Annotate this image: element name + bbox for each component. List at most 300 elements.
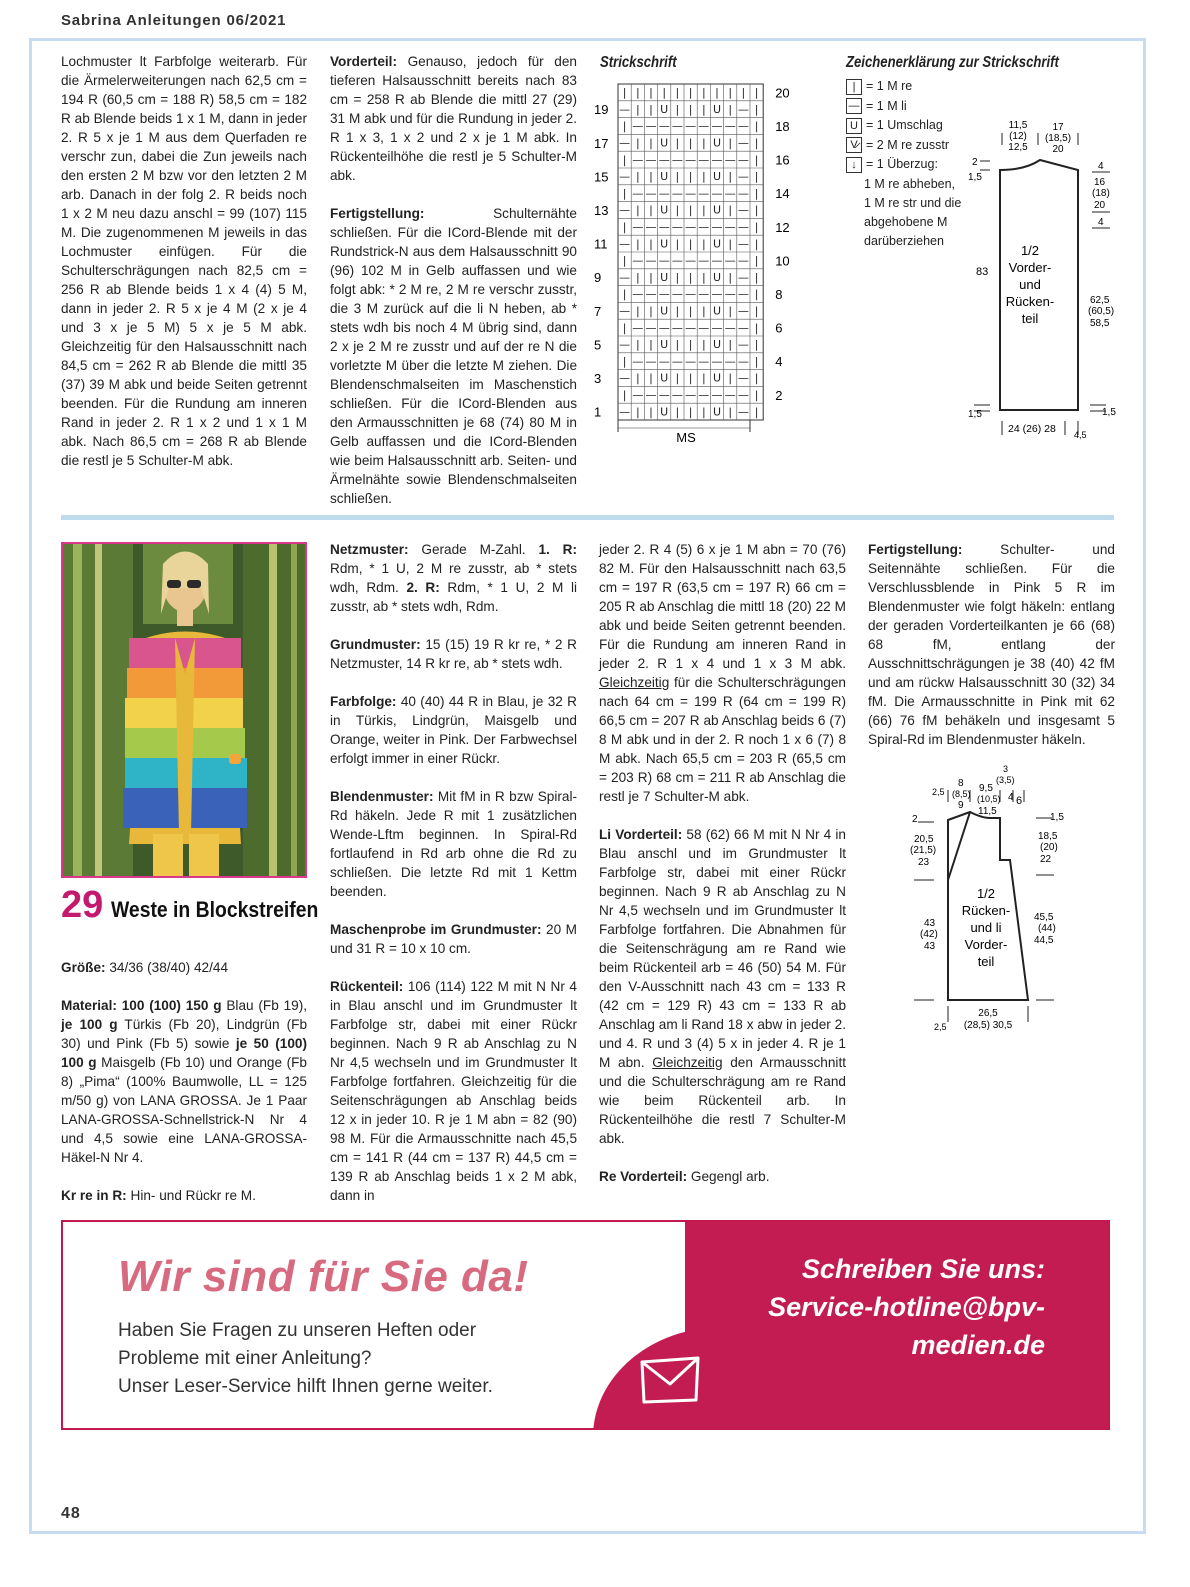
- chart-cell-symbol: —: [737, 237, 749, 251]
- s2-left-2: 2: [912, 814, 918, 825]
- chart-cell-symbol: —: [698, 153, 710, 167]
- chart-cell-symbol: —: [737, 270, 749, 284]
- chart-cell-symbol: |: [649, 371, 653, 385]
- groesse-label: Größe:: [61, 960, 106, 975]
- chart-cell-symbol: U: [660, 136, 669, 150]
- chart-cell-symbol: —: [645, 254, 657, 268]
- rueck-text: 106 (114) 122 M mit N Nr 4 in Blau anschl und im Grundmuster lt Farbfolge str, dabei mit einer Rückr beginnen. Nach 9 R ab Anschlag zu N Nr 4,5 wechseln und im Grundmuster lt Farbfolge fortfahren. Gleichzeitig für die Seitenschrägungen ab Anschlag beids 12 x in jeder 10. R je 1 M abn = 82 (90) 98 M. Für die Armausschnitte nach 45,5 cm = 141 R (44 cm = 137 R) 44,5 cm = 139 R ab Anschlag beids 1 x 2 M abk, dann in: [330, 979, 577, 1203]
- s2-top-25: 2,5: [932, 787, 945, 797]
- material-label: Material: 100 (100) 150 g: [61, 998, 222, 1013]
- banner-cta: [645, 1250, 1045, 1364]
- knitting-chart: [590, 76, 810, 456]
- chart-row-number-right: 18: [775, 119, 790, 135]
- banner-line-1: Haben Sie Fragen zu unseren Heften oder: [118, 1320, 477, 1341]
- schematic-front-back: [960, 115, 1160, 455]
- chart-cell-symbol: —: [698, 186, 710, 200]
- chart-cell-symbol: |: [622, 254, 627, 268]
- chart-cell-symbol: |: [701, 102, 706, 116]
- chart-cell-symbol: |: [754, 388, 759, 402]
- chart-cell-symbol: —: [671, 388, 683, 402]
- chart-cell-symbol: |: [688, 102, 693, 116]
- chart-cell-symbol: |: [688, 304, 693, 318]
- chart-cell-symbol: —: [737, 254, 749, 268]
- chart-cell-symbol: U: [660, 203, 669, 217]
- s1-top-a-1: 11,5: [1008, 120, 1028, 131]
- chart-cell-symbol: U: [712, 304, 722, 318]
- chart-cell-symbol: |: [728, 304, 733, 318]
- groesse-text: 34/36 (38/40) 42/44: [105, 960, 228, 975]
- chart-cell-symbol: —: [619, 270, 631, 284]
- chart-cell-symbol: |: [754, 119, 759, 133]
- chart-cell-symbol: |: [675, 170, 680, 184]
- s1-left-2: 2: [972, 157, 978, 168]
- chart-cell-symbol: —: [685, 119, 697, 133]
- chart-cell-symbol: |: [728, 170, 733, 184]
- chart-row-number-left: 9: [594, 270, 602, 286]
- grund-label: Grundmuster:: [330, 637, 421, 652]
- s2-left-43-3: 43: [924, 941, 936, 952]
- chart-cell-symbol: —: [645, 354, 657, 368]
- chart-cell-symbol: —: [737, 186, 749, 200]
- chart-cell-symbol: —: [658, 254, 670, 268]
- chart-cell-symbol: |: [649, 304, 653, 318]
- chart-cell-symbol: —: [711, 153, 723, 167]
- article-number: 29: [61, 884, 104, 926]
- revt-text: Gegengl arb.: [687, 1169, 770, 1184]
- chart-cell-symbol: —: [737, 119, 749, 133]
- blend-label: Blendenmuster:: [330, 789, 434, 804]
- chart-cell-symbol: |: [728, 203, 733, 217]
- chart-cell-symbol: —: [711, 388, 723, 402]
- chart-cell-symbol: U: [712, 405, 722, 419]
- legend-item-skp: [846, 155, 961, 175]
- chart-cell-symbol: —: [698, 254, 710, 268]
- krre-text: Hin- und Rückr re M.: [126, 1188, 256, 1203]
- blendenmuster-paragraph: [330, 787, 577, 901]
- chart-cell-symbol: —: [619, 405, 631, 419]
- chart-row-number-left: 17: [594, 135, 609, 151]
- chart-cell-symbol: —: [632, 153, 644, 167]
- chart-cell-symbol: —: [737, 220, 749, 234]
- chart-cell-symbol: U: [660, 338, 669, 352]
- chart-cell-symbol: —: [632, 287, 644, 301]
- chart-cell-symbol: —: [737, 102, 749, 116]
- chart-cell-symbol: |: [675, 405, 680, 419]
- chart-cell-symbol: U: [712, 338, 722, 352]
- top-col1-text: Lochmuster lt Farbfolge weiterarb. Für die Ärmelerweiterungen nach 62,5 cm = 194 R (60,5 cm = 188 R) 58,5 cm = 182 R ab Blende beids 1 x 1 M, dann in jeder 2. R 5 x je 1 M aus dem Querfaden re verschr zun, dabei die Zun jeweils nach den ersten 2 M bzw vor den letzten 2 M arb. Danach in der folg 2. R beids noch 1 x 2 M neu dazu anschl = 99 (107) 115 M. Die zugenommenen M jeweils in das Lochmuster einfügen. Für die Schulterschrägungen nach 82,5 cm = 256 R ab Blende beids 1 x 4 (4) 5 M, dann in jeder 2. R 5 x je 4 M (2 x je 4 und 3 x je 5 M) 5 x je 5 M abk. Gleichzeitig für den Halsausschnitt nach 84,5 cm = 262 R ab Blende die mittl 35 (37) 39 M abk und beide Seiten getrennt beenden. Für die Rundung am inneren Rand in jeder 2. R 1 x 2 und 1 x 1 M abk. Nach 86,5 cm = 268 R ab Blende die restl je 5 Schulter-M abk.: [61, 54, 307, 468]
- chart-cell-symbol: —: [658, 287, 670, 301]
- chart-cell-symbol: —: [632, 254, 644, 268]
- legend-sub-3: abgehobene M: [864, 214, 948, 229]
- chart-cell-symbol: U: [660, 371, 669, 385]
- chart-cell-symbol: |: [635, 136, 640, 150]
- chart-cell-symbol: —: [737, 203, 749, 217]
- s1-bot-left: 1,5: [968, 409, 982, 420]
- chart-cell-symbol: —: [645, 153, 657, 167]
- chart-cell-symbol: —: [619, 338, 631, 352]
- legend-item-k2tog: [846, 136, 961, 156]
- chart-cell-symbol: —: [671, 186, 683, 200]
- probe-label: Maschenprobe im Grundmuster:: [330, 922, 542, 937]
- k2tog-symbol-icon: V̷: [846, 137, 862, 153]
- schematic2-label-4: Vorder-: [964, 937, 1008, 952]
- chart-cell-symbol: —: [685, 321, 697, 335]
- chart-cell-symbol: |: [754, 136, 759, 150]
- s2-right-455-3: 44,5: [1034, 935, 1054, 946]
- banner-title: Wir sind für Sie da!: [118, 1252, 529, 1301]
- chart-cell-symbol: |: [754, 405, 759, 419]
- chart-row-number-left: 1: [594, 404, 602, 420]
- chart-cell-symbol: U: [712, 237, 722, 251]
- s1-right-16-3: 20: [1094, 200, 1106, 211]
- chart-cell-symbol: |: [675, 304, 680, 318]
- legend: [846, 77, 961, 251]
- chart-cell-symbol: —: [685, 153, 697, 167]
- blend-text: Mit fM in R bzw Spiral-Rd häkeln. Jede R mit 1 zusätzlichen Wende-Lftm beginnen. In Spiral-Rd fortlaufend in Rd arb ohne die Rd zu schließen. Die letzte Rd mit 1 Kettm beenden.: [330, 789, 577, 899]
- chart-cell-symbol: —: [737, 153, 749, 167]
- chart-cell-symbol: |: [754, 203, 759, 217]
- chart-cell-symbol: —: [658, 119, 670, 133]
- s2-right-185-1: 18,5: [1038, 831, 1058, 842]
- chart-cell-symbol: —: [632, 220, 644, 234]
- banner-line-3: Unser Leser-Service hilft Ihnen gerne weiter.: [118, 1376, 493, 1397]
- chart-cell-symbol: —: [737, 170, 749, 184]
- chart-grid: [618, 84, 763, 420]
- chart-cell-symbol: —: [724, 321, 736, 335]
- s1-top-b-1: 17: [1052, 122, 1064, 133]
- s2-bottom-2: (28,5) 30,5: [963, 1020, 1013, 1031]
- chart-cell-symbol: |: [649, 102, 653, 116]
- s2-top-8-2: (8,5): [952, 789, 971, 799]
- chart-cell-symbol: |: [649, 203, 653, 217]
- chart-cell-symbol: U: [712, 270, 722, 284]
- chart-cell-symbol: |: [754, 354, 759, 368]
- chart-row-number-left: 11: [594, 236, 608, 252]
- s2-left-205-1: 20,5: [914, 834, 934, 845]
- re-vorderteil-paragraph: [599, 1167, 846, 1186]
- fertigstellung-text: Schulternähte schließen. Für die ICord-Blende mit der Rundstrick-N aus dem Halsausschnitt 90 (96) 102 M in Gelb auffassen und wie folgt abk: * 2 M re, 2 M re verschr zusstr, die 3 M zurück auf die li N heben, ab * stets wdh bis noch 4 M übrig sind, dann 2 x je 2 M re zusstr und auf der re N die vorletzte M über die letzte M ziehen. Die Blendenschmalseiten im Maschenstich schließen. Für die ICord-Blenden aus den Armausschnitten je 68 (74) 80 M in Gelb auffassen und die ICord-Blenden wie beim Halsausschnitt arb. Seiten- und Ärmelnähte sowie Blendenschmalseiten schließen.: [330, 206, 577, 506]
- s2-top-6: 6: [1016, 795, 1023, 807]
- schematic1-label-2: Vorder-: [1008, 260, 1052, 275]
- chart-cell-symbol: |: [701, 371, 706, 385]
- chart-cell-symbol: —: [645, 186, 657, 200]
- chart-cell-symbol: —: [685, 354, 697, 368]
- chart-cell-symbol: —: [632, 119, 644, 133]
- legend-text-knit: = 1 M re: [866, 79, 913, 93]
- chart-cell-symbol: |: [622, 86, 627, 100]
- chart-cell-symbol: |: [701, 338, 706, 352]
- s2-right-455-1: 45,5: [1034, 912, 1054, 923]
- s2-left-205-3: 23: [918, 857, 930, 868]
- s1-right-625-2: (60,5): [1088, 306, 1115, 317]
- chart-cell-symbol: U: [712, 102, 722, 116]
- chart-cell-symbol: |: [754, 270, 759, 284]
- schematic-vest: [900, 760, 1090, 1040]
- chart-cell-symbol: —: [645, 388, 657, 402]
- s2-right-185-2: (20): [1040, 842, 1058, 853]
- page-header: Sabrina Anleitungen 06/2021: [61, 12, 287, 29]
- s2-right-185-3: 22: [1040, 854, 1052, 865]
- chart-cell-symbol: —: [671, 321, 683, 335]
- chart-cell-symbol: U: [712, 203, 722, 217]
- chart-row-number-right: 4: [775, 354, 783, 370]
- chart-row-number-left: 19: [594, 102, 609, 118]
- chart-cell-symbol: —: [671, 153, 683, 167]
- chart-cell-symbol: —: [724, 388, 736, 402]
- chart-cell-symbol: |: [688, 270, 693, 284]
- netz-label: Netzmuster:: [330, 542, 409, 557]
- chart-cell-symbol: |: [635, 304, 640, 318]
- banner-line-2: Probleme mit einer Anleitung?: [118, 1348, 372, 1369]
- chart-cell-symbol: |: [635, 371, 640, 385]
- chart-row-number-right: 10: [775, 253, 790, 269]
- chart-cell-symbol: |: [701, 170, 706, 184]
- schematic2-label-2: Rücken-: [961, 903, 1011, 918]
- chart-cell-symbol: |: [622, 321, 627, 335]
- chart-cell-symbol: —: [737, 338, 749, 352]
- chart-cell-symbol: |: [754, 153, 759, 167]
- vorderteil-text: Genauso, jedoch für den tieferen Halsausschnitt bereits nach 83 cm = 258 R ab Blende die mittl 27 (29) 31 M abk und für die Rundung in jeder 2. R 1 x 3, 1 x 2 und 2 x je 1 M abk. In Rückenteilhöhe die restl je 5 Schulter-M abk.: [330, 54, 577, 183]
- vorderteil-paragraph: [330, 52, 577, 185]
- chart-cell-symbol: —: [619, 170, 631, 184]
- chart-cell-symbol: |: [728, 237, 733, 251]
- chart-cell-symbol: —: [645, 119, 657, 133]
- chart-cell-symbol: —: [671, 287, 683, 301]
- schematic1-label-3: und: [1019, 277, 1041, 292]
- chart-cell-symbol: |: [635, 338, 640, 352]
- chart-cell-symbol: —: [711, 321, 723, 335]
- schematic1-label-1: 1/2: [1020, 243, 1040, 258]
- chart-cell-symbol: —: [658, 388, 670, 402]
- chart-cell-symbol: |: [728, 270, 733, 284]
- schematic2-neckline: [948, 812, 970, 880]
- chart-title: Strickschrift: [600, 54, 677, 71]
- vorderteil-label: Vorderteil:: [330, 54, 397, 69]
- grundmuster-paragraph: [330, 635, 577, 673]
- chart-cell-symbol: —: [698, 287, 710, 301]
- netz-r2: 2. R:: [406, 580, 440, 595]
- legend-sub-1: 1 M re abheben,: [864, 176, 956, 191]
- chart-cell-symbol: |: [688, 338, 693, 352]
- chart-cell-symbol: |: [675, 86, 680, 100]
- chart-cell-symbol: |: [728, 405, 733, 419]
- chart-cell-symbol: |: [701, 405, 706, 419]
- top-column-2: [330, 52, 577, 527]
- chart-cell-symbol: —: [658, 354, 670, 368]
- chart-row-number-right: 8: [775, 287, 783, 303]
- ms-label: MS: [676, 430, 696, 445]
- s2-bottom-25: 2,5: [934, 1022, 947, 1032]
- farbfolge-paragraph: [330, 692, 577, 768]
- legend-item-knit: [846, 77, 961, 97]
- chart-cell-symbol: —: [685, 388, 697, 402]
- chart-cell-symbol: U: [712, 371, 722, 385]
- groesse-paragraph: [61, 958, 307, 977]
- chart-cell-symbol: —: [711, 287, 723, 301]
- chart-row-number-left: 15: [594, 169, 609, 185]
- material-paragraph: [61, 996, 307, 1167]
- li-vorderteil-paragraph: [599, 825, 846, 1148]
- chart-cell-symbol: —: [737, 371, 749, 385]
- chart-cell-symbol: |: [728, 136, 733, 150]
- legend-item-purl: [846, 97, 961, 117]
- chart-cell-symbol: —: [645, 220, 657, 234]
- chart-cell-symbol: |: [701, 270, 706, 284]
- chart-cell-symbol: —: [711, 119, 723, 133]
- section-separator: [61, 515, 1114, 520]
- chart-cell-symbol: —: [619, 203, 631, 217]
- s2-right-15: 1,5: [1050, 812, 1064, 823]
- s2-left-43-1: 43: [924, 918, 936, 929]
- chart-cell-symbol: |: [728, 86, 733, 100]
- chart-cell-symbol: |: [649, 338, 653, 352]
- knit-symbol-icon: |: [846, 79, 862, 95]
- chart-cell-symbol: —: [724, 119, 736, 133]
- chart-cell-symbol: |: [649, 270, 653, 284]
- chart-cell-symbol: —: [724, 220, 736, 234]
- s1-right-4b: 4: [1098, 217, 1104, 228]
- chart-cell-symbol: |: [675, 371, 680, 385]
- chart-cell-symbol: U: [712, 136, 722, 150]
- s1-top-a-2: (12): [1009, 131, 1027, 142]
- legend-text-skp: = 1 Überzug:: [866, 157, 938, 171]
- chart-cell-symbol: —: [658, 220, 670, 234]
- chart-cell-symbol: |: [675, 102, 680, 116]
- s2-top-95-1: 9,5: [979, 783, 993, 794]
- chart-cell-symbol: —: [658, 186, 670, 200]
- chart-cell-symbol: |: [754, 237, 759, 251]
- fertigstellung-label: Fertigstellung:: [330, 206, 425, 221]
- chart-row-number-right: 6: [775, 320, 783, 336]
- chart-row-number-left: 13: [594, 203, 609, 219]
- s1-bottom-45: 4,5: [1074, 430, 1087, 440]
- banner-email-line-2[interactable]: medien.de: [911, 1330, 1045, 1360]
- chart-cell-symbol: —: [711, 220, 723, 234]
- s1-bot-right: 1,5: [1102, 407, 1116, 418]
- chart-cell-symbol: |: [754, 371, 759, 385]
- chart-cell-symbol: —: [619, 237, 631, 251]
- s2-top-95-2: (10,5): [977, 794, 1001, 804]
- chart-cell-symbol: —: [685, 287, 697, 301]
- chart-row-number-right: 12: [775, 219, 790, 235]
- chart-cell-symbol: |: [754, 304, 759, 318]
- chart-cell-symbol: —: [711, 254, 723, 268]
- banner-text: [118, 1317, 493, 1401]
- chart-cell-symbol: —: [698, 321, 710, 335]
- chart-cell-symbol: |: [635, 170, 640, 184]
- chart-cell-symbol: |: [622, 388, 627, 402]
- netz-r1: 1. R:: [538, 542, 577, 557]
- top-column-1: [61, 52, 307, 489]
- chart-cell-symbol: |: [635, 203, 640, 217]
- s2-right-455-2: (44): [1038, 923, 1056, 934]
- yarnover-symbol-icon: U: [846, 118, 862, 134]
- chart-cell-symbol: |: [754, 86, 759, 100]
- page-number: 48: [61, 1505, 81, 1522]
- chart-row-number-left: 7: [594, 303, 602, 319]
- chart-cell-symbol: |: [754, 287, 759, 301]
- chart-cell-symbol: —: [671, 254, 683, 268]
- livt-text-1: 58 (62) 66 M mit N Nr 4 in Blau anschl und im Grundmuster lt Farbfolge str, dabei mit einer Rückr beginnen. Nach 9 R ab Anschlag zu N Nr 4,5 wechseln und im Grundmuster lt Farbfolge fortfahren. Die Abnahmen für die Seitenschrägung am re Rand wie beim Rückenteil arb = 46 (50) 54 M. Für den V-Ausschnitt nach 43 cm = 133 R (42 cm = 129 R) 43 cm = 133 R ab Anschlag am li Rand 18 x abw in jeder 2. und 4. R und 3 (4) 5 x in jeder 4. R je 1 M abn.: [599, 827, 846, 1070]
- s2-top-4: 4: [1008, 792, 1014, 803]
- chart-cell-symbol: —: [724, 287, 736, 301]
- chart-cell-symbol: |: [688, 203, 693, 217]
- chart-cell-symbol: |: [622, 220, 627, 234]
- col3-text-a: jeder 2. R 4 (5) 6 x je 1 M abn = 70 (76) 82 M. Für den Halsausschnitt nach 63,5 cm = 197 R (63,5 cm = 197 R) 66 cm = 205 R ab Anschlag die mittl 18 (20) 22 M abk und beide Seiten getrennt beenden. Für die Rundung am inneren Rand in jeder 2. R 1 x 4 und 1 x 3 M abk.: [599, 542, 846, 671]
- chart-cell-symbol: |: [688, 405, 693, 419]
- model-vest-illustration: [63, 544, 307, 878]
- chart-cell-symbol: |: [675, 338, 680, 352]
- s1-right-4a: 4: [1098, 161, 1104, 172]
- chart-row-numbers-right: [775, 85, 789, 402]
- chart-cell-symbol: U: [660, 237, 669, 251]
- chart-cell-symbol: |: [688, 237, 693, 251]
- bottom-column-1: [61, 958, 307, 1224]
- rueck-label: Rückenteil:: [330, 979, 404, 994]
- chart-cell-symbol: |: [622, 186, 627, 200]
- chart-cell-symbol: —: [671, 354, 683, 368]
- chart-cell-symbol: —: [658, 153, 670, 167]
- chart-cell-symbol: |: [754, 102, 759, 116]
- chart-row-numbers-left: [594, 102, 608, 419]
- chart-cell-symbol: —: [632, 186, 644, 200]
- chart-row-number-left: 3: [594, 371, 602, 387]
- chart-cell-symbol: |: [728, 338, 733, 352]
- maschenprobe-paragraph: [330, 920, 577, 958]
- bottom-column-3: [599, 540, 846, 1205]
- livt-text-2: den Armausschnitt und die Schulterschrägung am re Rand wie beim Rückenteil arb. In Rückenteilhöhe die restl 7 Schulter-M abk.: [599, 1055, 846, 1146]
- chart-cell-symbol: |: [622, 153, 627, 167]
- chart-cell-symbol: —: [724, 254, 736, 268]
- rueckenteil-cont-paragraph: [599, 540, 846, 806]
- chart-cell-symbol: |: [728, 102, 733, 116]
- gleichzeitig-2: Gleichzeitig: [652, 1055, 723, 1070]
- s1-top-b-3: 20: [1052, 144, 1064, 155]
- s1-left-15: 1,5: [968, 172, 982, 183]
- chart-cell-symbol: —: [724, 354, 736, 368]
- envelope-icon: [638, 1356, 702, 1406]
- banner-cta-line-1: Schreiben Sie uns:: [801, 1254, 1045, 1284]
- chart-cell-symbol: |: [688, 371, 693, 385]
- s1-top-b-2: (18,5): [1044, 133, 1072, 144]
- chart-cell-symbol: —: [698, 388, 710, 402]
- material-bold-3: je 50 (100) 100 g: [61, 1036, 307, 1070]
- chart-cell-symbol: |: [649, 86, 653, 100]
- chart-cell-symbol: U: [660, 170, 669, 184]
- chart-cell-symbol: |: [701, 203, 706, 217]
- schematic2-label-5: teil: [977, 954, 995, 969]
- chart-cell-symbol: U: [660, 102, 669, 116]
- banner-email-line-1[interactable]: Service-hotline@bpv-: [768, 1292, 1045, 1322]
- chart-row-number-right: 16: [775, 152, 790, 168]
- krre-label: Kr re in R:: [61, 1188, 127, 1203]
- chart-cell-symbol: |: [754, 170, 759, 184]
- chart-row-number-left: 5: [594, 337, 602, 353]
- netz-text-3: Rdm, * 1 U, 2 M li zusstr, ab * stets wdh, Rdm.: [330, 580, 577, 614]
- chart-cell-symbol: |: [649, 136, 653, 150]
- legend-text-k2tog: = 2 M re zusstr: [866, 137, 950, 152]
- chart-cell-symbol: —: [711, 186, 723, 200]
- product-photo: [61, 542, 307, 878]
- s2-bottom-1: 26,5: [978, 1008, 998, 1019]
- chart-cell-symbol: U: [660, 304, 669, 318]
- chart-cell-symbol: —: [619, 136, 631, 150]
- farb-text: 40 (40) 44 R in Blau, je 32 R in Türkis, Lindgrün, Maisgelb und Orange, weiter in Pink. Der Farbwechsel erfolgt immer in einer Rückr.: [330, 694, 577, 766]
- legend-title: Zeichenerklärung zur Strickschrift: [846, 54, 1059, 71]
- chart-cell-symbol: —: [685, 186, 697, 200]
- chart-row-number-right: 14: [775, 186, 790, 202]
- chart-cell-symbol: U: [712, 170, 722, 184]
